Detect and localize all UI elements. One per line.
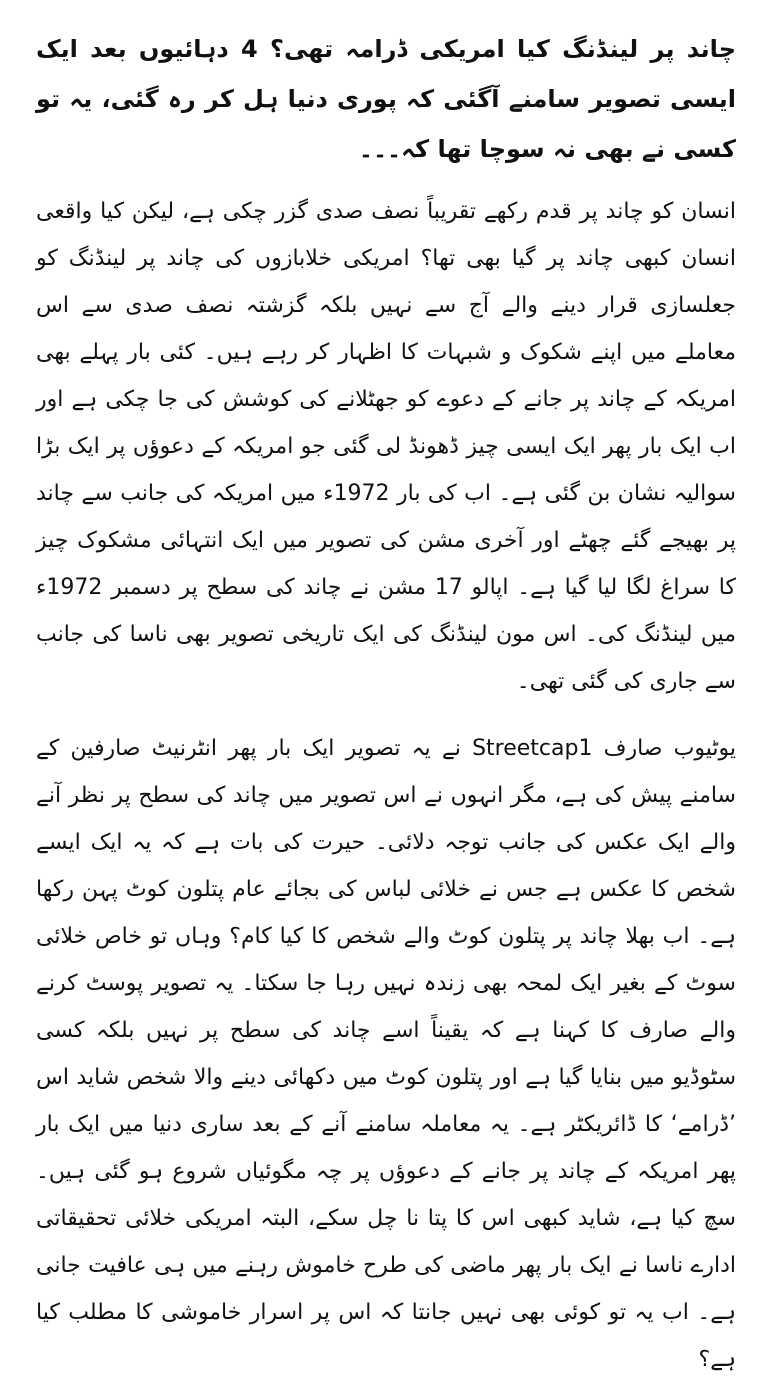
article-paragraph-1: انسان کو چاند پر قدم رکھے تقریباً نصف صدی گزر چکی ہے، لیکن کیا واقعی انسان کبھی چاند پر گیا بھی تھا؟ امریکی خلابازوں کی چاند پر لینڈنگ کو جعلسازی قرار دینے والے آج سے نہیں بلکہ گزشتہ نصف صدی سے اس معاملے میں اپنے شکوک و شبہات کا اظہار کر رہے ہیں۔ کئی بار پہلے بھی امریکہ کے چاند پر جانے کے دعوے کو جھٹلانے کی کوشش کی جا چکی ہے اور اب ایک بار پھر ایک ایسی چیز ڈھونڈ لی گئی جو امریکہ کے دعوؤں پر ایک بڑا سوالیہ نشان بن گئی ہے۔ اب کی بار 1972ء میں امریکہ کی جانب سے چاند پر بھیجے گئے چھٹے اور آخری مشن کی تصویر میں ایک انتہائی مشکوک چیز کا سراغ لگا لیا گیا ہے۔ اپالو 17 مشن نے چاند کی سطح پر دسمبر 1972ء میں لینڈنگ کی۔ اس مون لینڈنگ کی ایک تاریخی تصویر بھی ناسا کی جانب سے جاری کی گئی تھی۔ bbox=[36, 199, 736, 694]
article bbox=[36, 24, 736, 1383]
article-paragraph-2: یوٹیوب صارف Streetcap1 نے یہ تصویر ایک بار پھر انٹرنیٹ صارفین کے سامنے پیش کی ہے، مگر انہوں نے اس تصویر میں چاند کی سطح پر نظر آنے والے ایک عکس کی جانب توجہ دلائی۔ حیرت کی بات ہے کہ یہ ایک ایسے شخص کا عکس ہے جس نے خلائی لباس کی بجائے عام پتلون کوٹ پہن رکھا ہے۔ اب بھلا چاند پر پتلون کوٹ والے شخص کا کیا کام؟ وہاں تو خاص خلائی سوٹ کے بغیر ایک لمحہ بھی زندہ نہیں رہا جا سکتا۔ یہ تصویر پوسٹ کرنے والے صارف کا کہنا ہے کہ یقیناً اسے چاند کی سطح پر نہیں بلکہ کسی سٹوڈیو میں بنایا گیا ہے اور پتلون کوٹ میں دکھائی دینے والا شخص شاید اس ’ڈرامے‘ کا ڈائریکٹر ہے۔ یہ معاملہ سامنے آنے کے بعد ساری دنیا میں ایک بار پھر امریکہ کے چاند پر جانے کے دعوؤں پر چہ مگوئیاں شروع ہو گئی ہیں۔ سچ کیا ہے، شاید کبھی اس کا پتا نا چل سکے، البتہ امریکی خلائی تحقیقاتی ادارے ناسا نے ایک بار پھر ماضی کی طرح خاموش رہنے میں ہی عافیت جانی ہے۔ اب یہ تو کوئی بھی نہیں جانتا کہ اس پر اسرار خاموشی کا مطلب کیا ہے؟ bbox=[36, 736, 736, 1372]
article-headline: چاند پر لینڈنگ کیا امریکی ڈرامہ تھی؟ 4 دہائیوں بعد ایک ایسی تصویر سامنے آگئی کہ پوری دنیا ہل کر رہ گئی، یہ تو کسی نے بھی نہ سوچا تھا کہ۔۔۔ bbox=[36, 35, 736, 163]
